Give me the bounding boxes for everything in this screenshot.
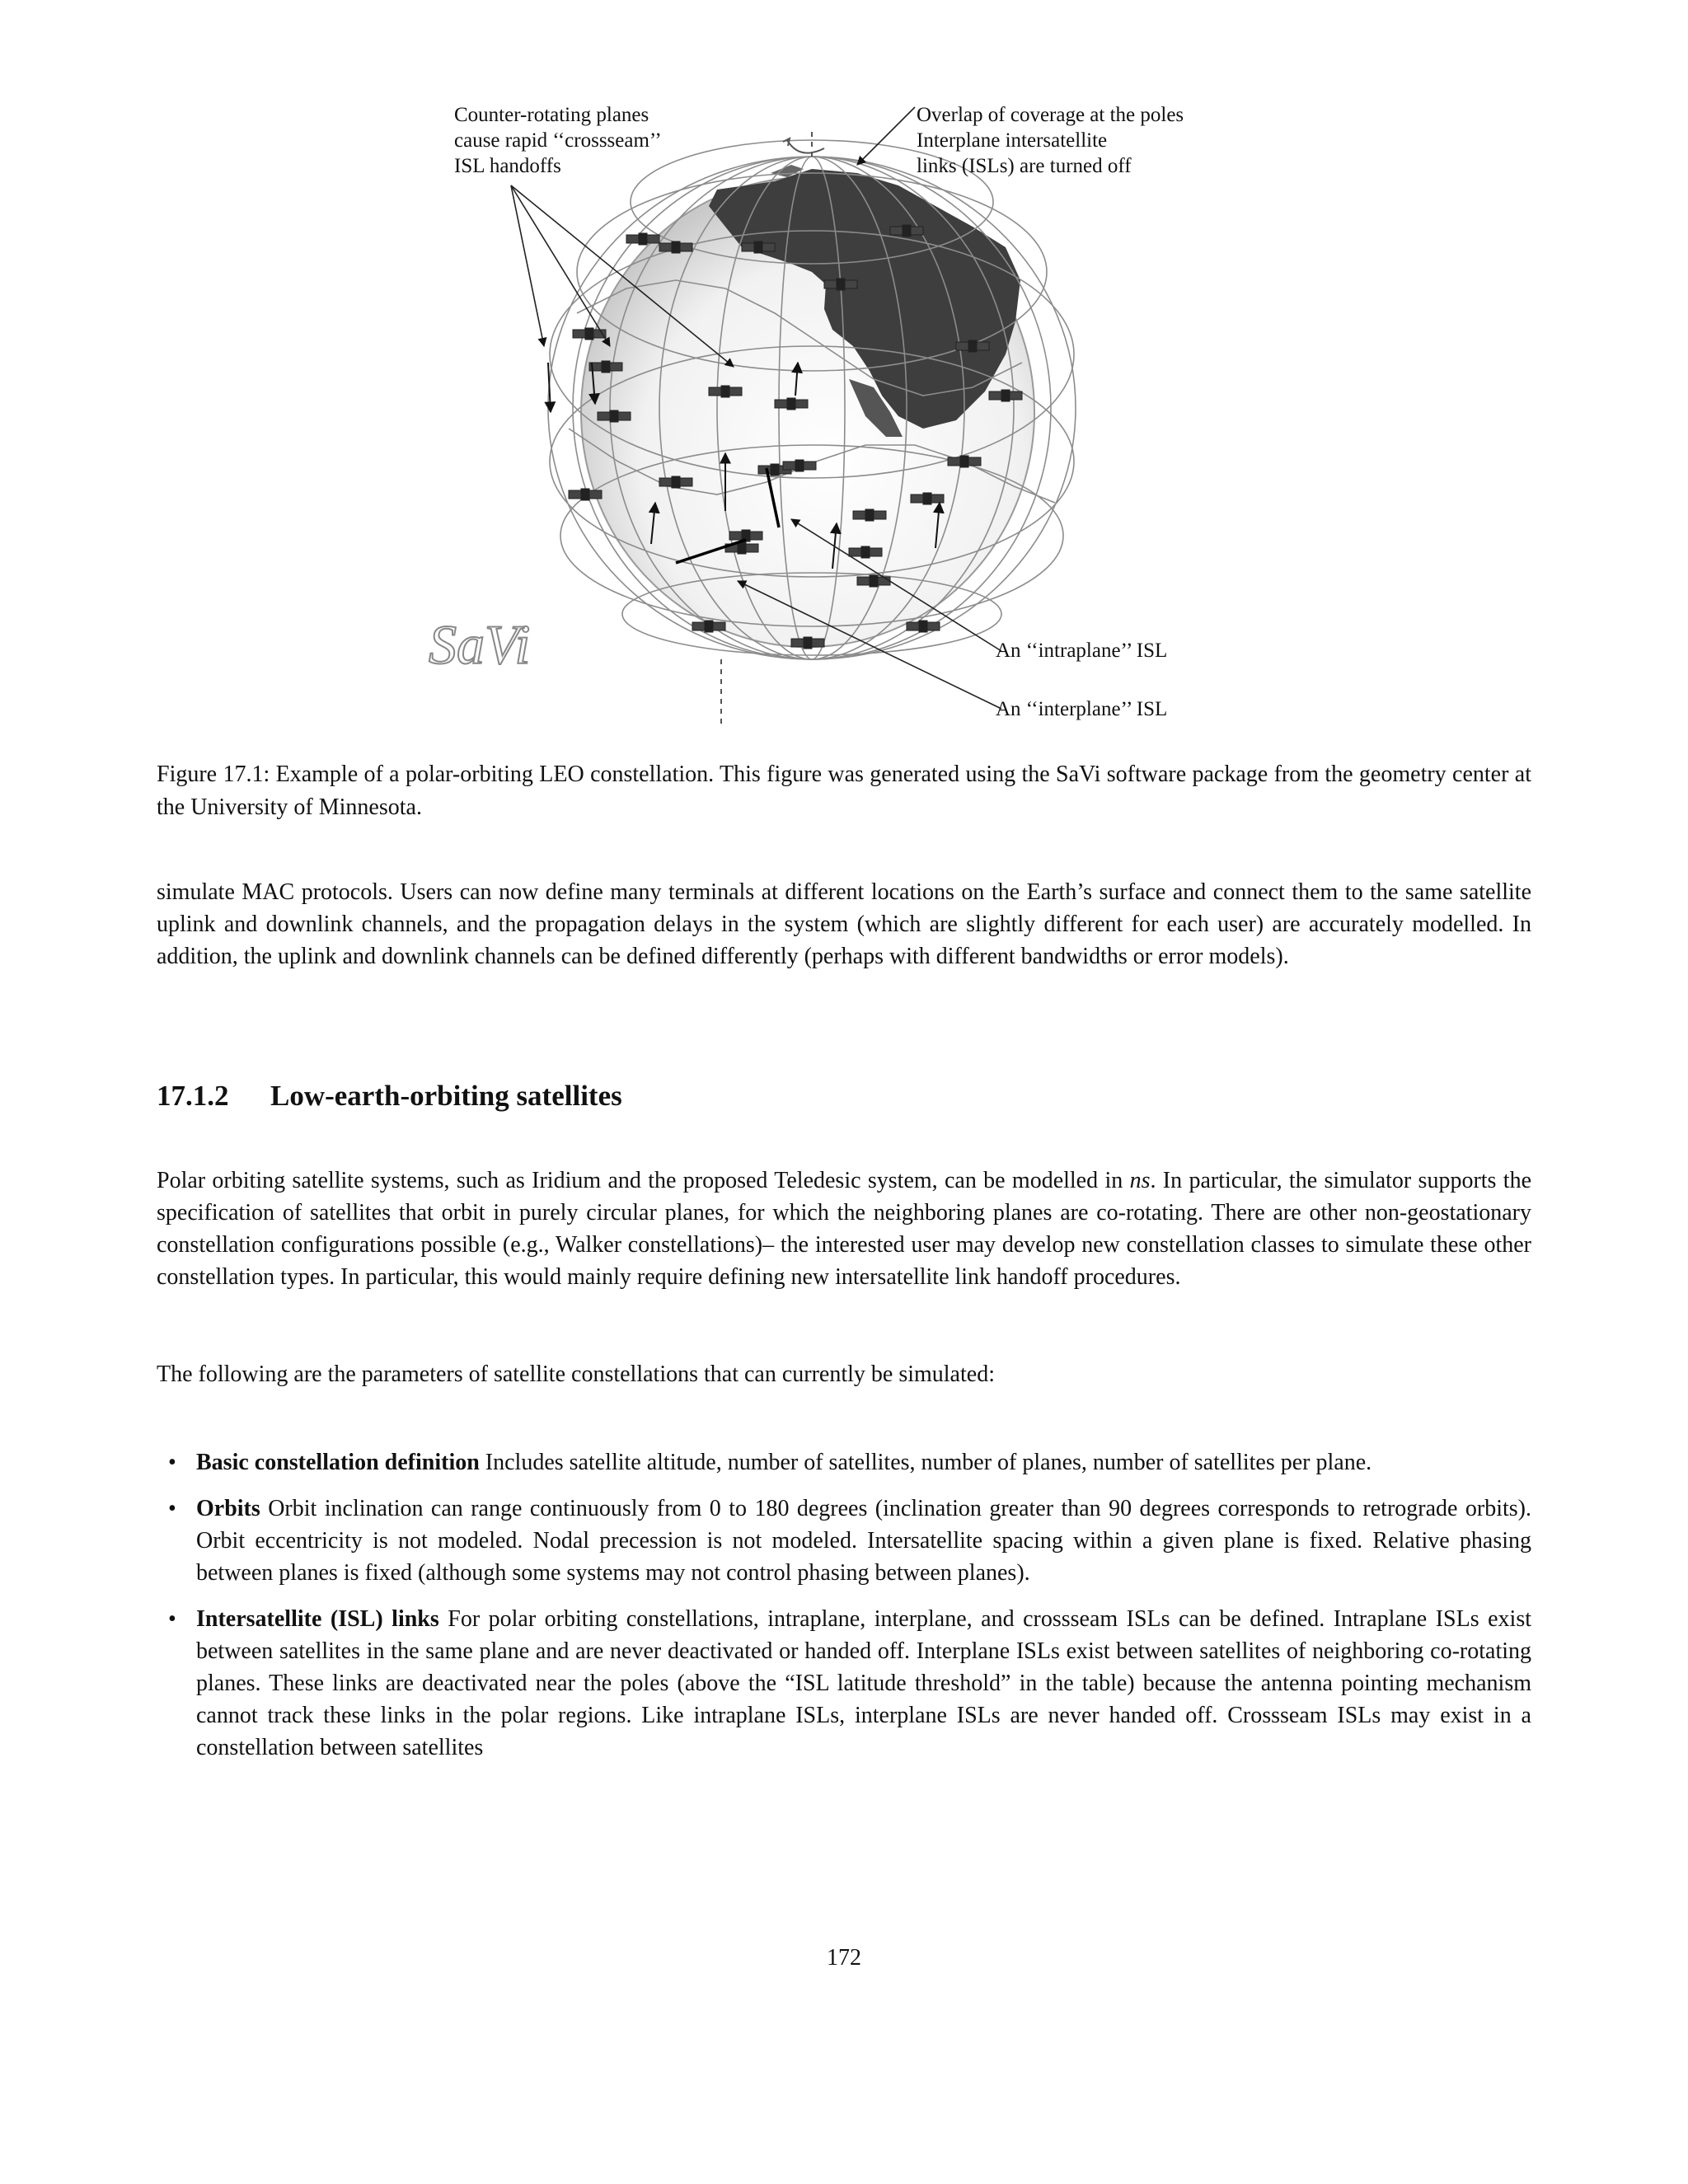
- ns-emphasis: ns: [1129, 1168, 1151, 1193]
- interplane-isl-label: An ‘‘interplane’’ ISL: [996, 698, 1168, 720]
- page-number: 172: [827, 1945, 861, 1971]
- label-line: links (ISLs) are turned off: [917, 155, 1132, 177]
- bullet-symbol: •: [168, 1606, 176, 1632]
- label-line: Overlap of coverage at the poles: [917, 104, 1184, 126]
- paragraph-mac-protocols: simulate MAC protocols. Users can now define many terminals at different locations on the Earth’s surface and connect them to the same satellite uplink and downlink channels, and the propagation delays in the system (which are slightly different for each user) are accurately modelled. In addition, the uplink and downlink channels can be defined differently (perhaps with different bandwidths or error models).: [157, 879, 1531, 969]
- bullet-symbol: •: [168, 1496, 176, 1521]
- list-item: [168, 1446, 1531, 1479]
- list-item-text: Orbit inclination can range continuously from 0 to 180 degrees (inclination greater than 90 degrees corresponds to retrograde orbits). Orbit eccentricity is not modeled. Nodal precession is not modeled. Intersatellite spacing within a given plane is fixed. Relative phasing between planes is fixed (although some systems may not control phasing between planes).: [196, 1496, 1531, 1586]
- list-item-term: Orbits: [196, 1496, 260, 1521]
- intraplane-isl-label: An ‘‘intraplane’’ ISL: [996, 640, 1168, 662]
- list-item: [168, 1493, 1531, 1589]
- figure-caption: Figure 17.1: Example of a polar-orbiting LEO constellation. This figure was generated using the SaVi software package from the geometry center at the University of Minnesota.: [157, 762, 1531, 820]
- section-number: 17.1.2: [157, 1080, 229, 1112]
- svg-text:SaVi: SaVi: [429, 613, 531, 676]
- list-item-text: For polar orbiting constellations, intraplane, interplane, and crossseam ISLs can be defined. Intraplane ISLs exist between satellites in the same plane and are never deactivated or handed off. Interplane ISLs exist between satellites of neighboring co-rotating planes. These links are deactivated near the poles (above the “ISL latitude threshold” in the table) because the antenna pointing mechanism cannot track these links in the polar regions. Like intraplane ISLs, interplane ISLs are never handed off. Crossseam ISLs may exist in a constellation between satellites: [196, 1606, 1531, 1760]
- list-item: [168, 1603, 1531, 1764]
- paragraph-parameters-intro: The following are the parameters of satellite constellations that can currently be simulated:: [157, 1361, 995, 1387]
- list-item-text: Includes satellite altitude, number of satellites, number of planes, number of satellites per plane.: [479, 1450, 1372, 1475]
- savi-logo: [429, 613, 530, 676]
- text-run: . In particular, the simulator supports the specification of satellites that orbit in purely circular planes, for which the neighboring planes are co-rotating. There are other non-geostationary constellation configurations possible (e.g., Walker constellations)– the interested user may develop new constellation classes to simulate these other constellation types. In particular, this would mainly require defining new intersatellite link handoff procedures.: [157, 1168, 1531, 1290]
- label-line: ISL handoffs: [454, 155, 561, 177]
- section-title: Low-earth-orbiting satellites: [270, 1080, 622, 1112]
- paragraph-polar-orbiting: [157, 1165, 1531, 1293]
- label-line: Interplane intersatellite: [917, 129, 1108, 152]
- list-item-term: Basic constellation definition: [196, 1450, 480, 1475]
- text-run: Polar orbiting satellite systems, such as Iridium and the proposed Teledesic system, can be modelled in: [157, 1168, 1130, 1193]
- list-item-term: Intersatellite (ISL) links: [196, 1606, 439, 1632]
- label-line: cause rapid ‘‘crossseam’’: [454, 129, 662, 152]
- bullet-symbol: •: [168, 1450, 176, 1475]
- parameter-list: [168, 1446, 1531, 1764]
- section-heading: [157, 1080, 622, 1113]
- counter-rotating-label: [454, 102, 662, 179]
- overlap-label: [917, 102, 1184, 179]
- constellation-illustration: [0, 0, 1688, 742]
- label-line: Counter-rotating planes: [454, 104, 649, 126]
- constellation-figure: [0, 0, 1688, 742]
